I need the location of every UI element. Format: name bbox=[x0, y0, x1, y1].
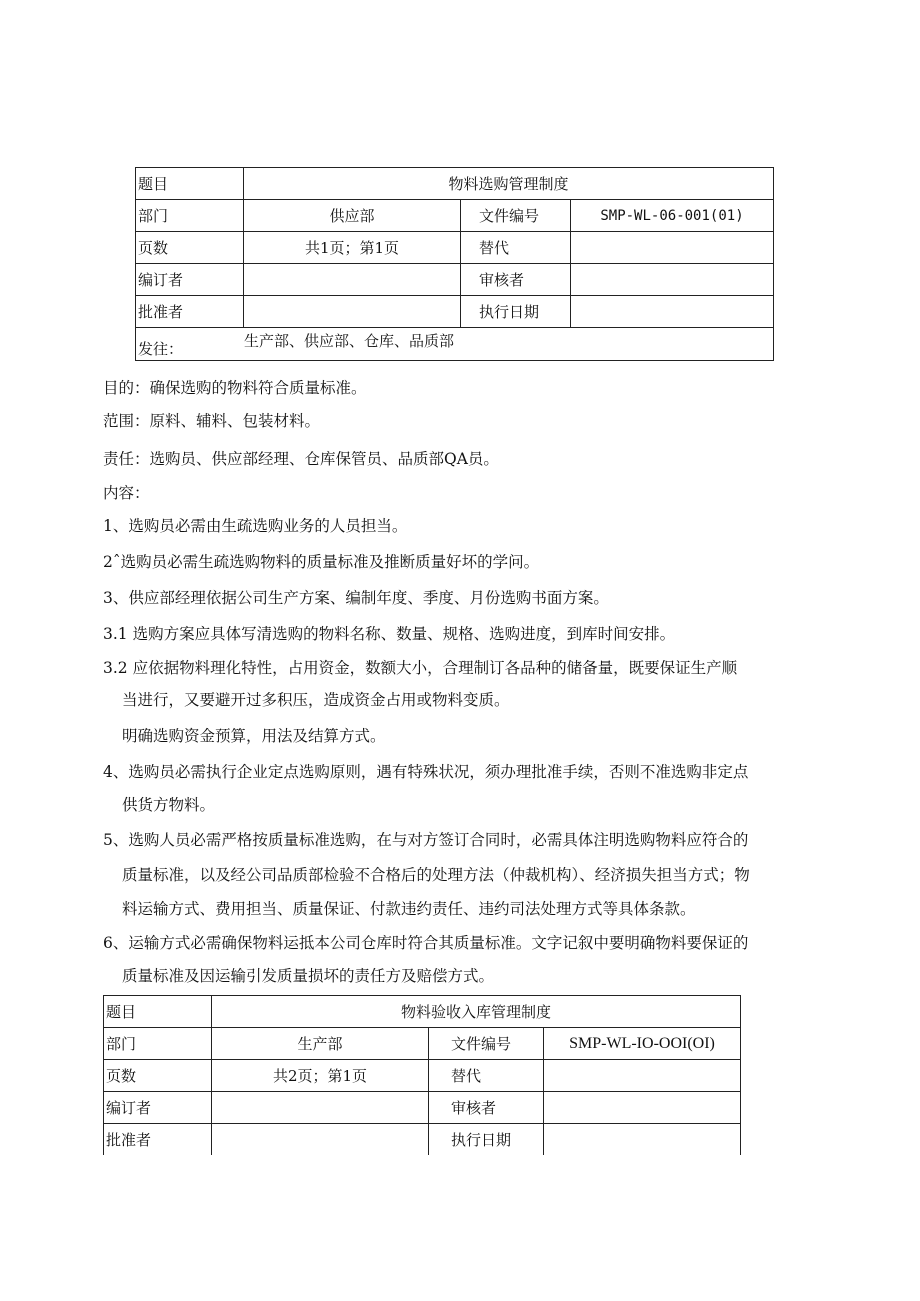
editor-label: 编订者 bbox=[104, 1092, 212, 1124]
docno-value: SMP-WL-IO-OOI(OI) bbox=[544, 1028, 741, 1060]
header-table-1 bbox=[135, 167, 774, 361]
distribute-label: 发往： bbox=[138, 340, 184, 358]
approver-value bbox=[244, 296, 461, 328]
editor-label: 编订者 bbox=[136, 264, 244, 296]
docno-label: 文件编号 bbox=[429, 1028, 544, 1060]
reviewer-label: 审核者 bbox=[461, 264, 571, 296]
dept-value: 生产部 bbox=[212, 1028, 429, 1060]
item-3-2-line-1: 3.2 应依据物料理化特性，占用资金，数额大小，合理制订各品种的储备量，既要保证生产顺 bbox=[103, 659, 738, 677]
distribute-value: 生产部、供应部、仓库、品质部 bbox=[244, 332, 455, 350]
item-1: 1、选购员必需由生疏选购业务的人员担当。 bbox=[103, 517, 408, 535]
replace-label: 替代 bbox=[429, 1060, 544, 1092]
dept-label: 部门 bbox=[104, 1028, 212, 1060]
item-2: 2ˆ选购员必需生疏选购物料的质量标准及推断质量好坏的学问。 bbox=[103, 553, 540, 571]
item-6-line-2: 质量标准及因运输引发质量损坏的责任方及赔偿方式。 bbox=[122, 967, 495, 985]
pages-label: 页数 bbox=[104, 1060, 212, 1092]
scope-text: 范围：原料、辅料、包装材料。 bbox=[103, 412, 321, 430]
table-row bbox=[136, 200, 774, 232]
item-3-2-line-2: 当进行，又要避开过多积压，造成资金占用或物料变质。 bbox=[122, 691, 510, 709]
table-row bbox=[136, 328, 774, 361]
distribute-cell bbox=[136, 328, 774, 361]
table-row bbox=[104, 1092, 741, 1124]
table-row bbox=[136, 168, 774, 200]
editor-value bbox=[244, 264, 461, 296]
table-row bbox=[104, 1060, 741, 1092]
responsibility-text: 责任：选购员、供应部经理、仓库保管员、品质部QA员。 bbox=[103, 450, 499, 468]
reviewer-label: 审核者 bbox=[429, 1092, 544, 1124]
table-row bbox=[104, 1124, 741, 1156]
effective-label: 执行日期 bbox=[461, 296, 571, 328]
approver-label: 批准者 bbox=[136, 296, 244, 328]
reviewer-value bbox=[544, 1092, 741, 1124]
editor-value bbox=[212, 1092, 429, 1124]
table-row bbox=[136, 232, 774, 264]
header-table-2 bbox=[103, 995, 741, 1155]
item-4-line-2: 供货方物料。 bbox=[122, 796, 216, 814]
approver-label: 批准者 bbox=[104, 1124, 212, 1156]
effective-label: 执行日期 bbox=[429, 1124, 544, 1156]
document-title: 物料验收入库管理制度 bbox=[212, 996, 741, 1028]
effective-value bbox=[544, 1124, 741, 1156]
item-4-line-1: 4、选购员必需执行企业定点选购原则，遇有特殊状况，须办理批准手续，否则不准选购非定点 bbox=[103, 763, 749, 781]
document-title: 物料选购管理制度 bbox=[244, 168, 774, 200]
pages-value: 共2页；第1页 bbox=[212, 1060, 429, 1092]
dept-label: 部门 bbox=[136, 200, 244, 232]
docno-label: 文件编号 bbox=[461, 200, 571, 232]
docno-value: SMP-WL-06-001(01) bbox=[571, 200, 774, 232]
pages-label: 页数 bbox=[136, 232, 244, 264]
reviewer-value bbox=[571, 264, 774, 296]
table-row bbox=[136, 264, 774, 296]
item-5-line-3: 料运输方式、费用担当、质量保证、付款违约责任、违约司法处理方式等具体条款。 bbox=[122, 900, 696, 918]
item-5-line-1: 5、选购人员必需严格按质量标准选购，在与对方签订合同时，必需具体注明选购物料应符合的 bbox=[103, 831, 749, 849]
effective-value bbox=[571, 296, 774, 328]
content-heading: 内容： bbox=[103, 484, 150, 502]
item-3-1: 3.1 选购方案应具体写清选购的物料名称、数量、规格、选购进度，到库时间安排。 bbox=[103, 625, 676, 643]
table-row bbox=[104, 996, 741, 1028]
item-3: 3、供应部经理依据公司生产方案、编制年度、季度、月份选购书面方案。 bbox=[103, 589, 609, 607]
title-label: 题目 bbox=[136, 168, 244, 200]
table-row bbox=[104, 1028, 741, 1060]
replace-value bbox=[571, 232, 774, 264]
pages-value: 共1页；第1页 bbox=[244, 232, 461, 264]
approver-value bbox=[212, 1124, 429, 1156]
title-label: 题目 bbox=[104, 996, 212, 1028]
replace-label: 替代 bbox=[461, 232, 571, 264]
replace-value bbox=[544, 1060, 741, 1092]
table-row bbox=[136, 296, 774, 328]
item-3-2-line-3: 明确选购资金预算，用法及结算方式。 bbox=[122, 727, 386, 745]
purpose-text: 目的：确保选购的物料符合质量标准。 bbox=[103, 379, 367, 397]
item-5-line-2: 质量标准，以及经公司品质部检验不合格后的处理方法（仲裁机构）、经济损失担当方式；物 bbox=[122, 866, 750, 884]
item-6-line-1: 6、运输方式必需确保物料运抵本公司仓库时符合其质量标准。文字记叙中要明确物料要保证的 bbox=[103, 934, 749, 952]
dept-value: 供应部 bbox=[244, 200, 461, 232]
